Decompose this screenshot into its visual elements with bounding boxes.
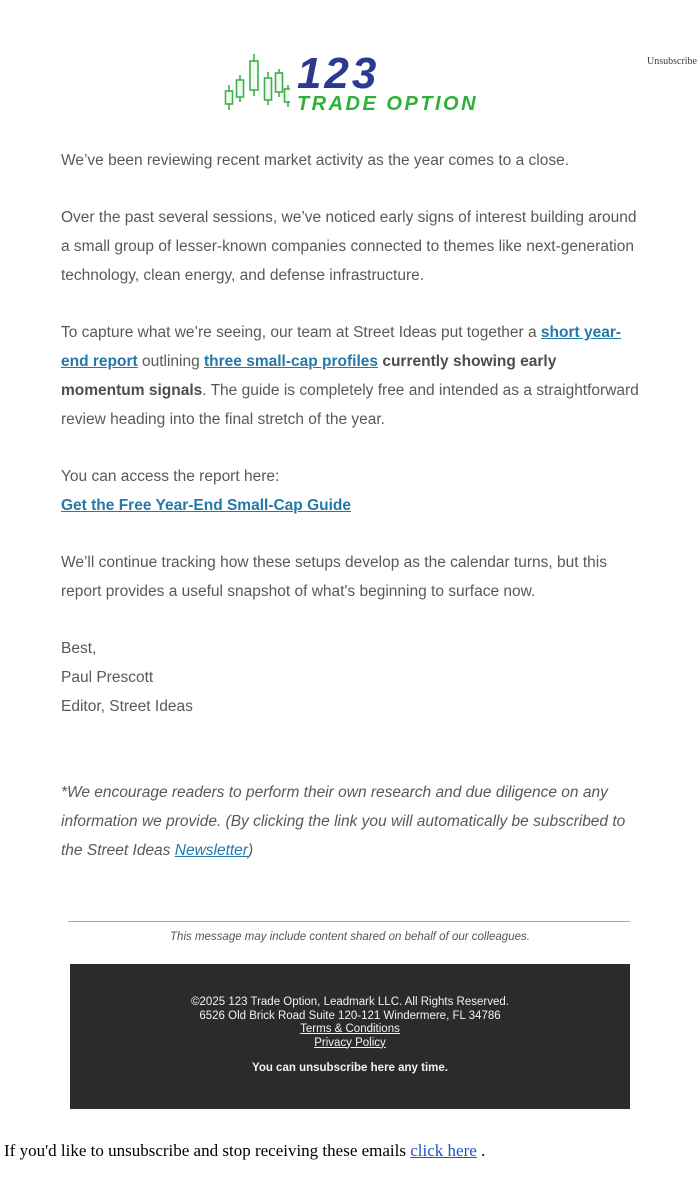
year-end-guide-link[interactable]: Get the Free Year-End Small-Cap Guide	[61, 497, 351, 514]
paragraph-report-text: . The guide is completely free and intended as a straightforward review heading into the final stretch of the year.	[61, 382, 639, 428]
paragraph-themes: Over the past several sessions, we’ve noticed early signs of interest building around a small group of lesser-known companies connected to themes like next-generation technology, clean energy, and defense infrastructure.	[61, 209, 637, 284]
report-cta-line	[61, 491, 641, 520]
shared-content-notice: This message may include content shared on behalf of our colleagues.	[170, 931, 530, 943]
footer-unsubscribe-note: You can unsubscribe here any time.	[252, 1062, 448, 1074]
logo-name: TRADE OPTION	[296, 93, 479, 116]
terms-conditions-link[interactable]: Terms & Conditions	[300, 1023, 400, 1035]
momentum-signals-bold-text: currently showing early momentum signals	[61, 353, 557, 399]
footer-box	[70, 964, 630, 1109]
privacy-policy-link[interactable]: Privacy Policy	[314, 1036, 386, 1049]
disclaimer-text: )	[247, 842, 254, 859]
short-year-end-report-link[interactable]: short year-end report	[61, 324, 622, 370]
three-small-cap-profiles-link[interactable]: three small-cap profiles	[204, 353, 379, 370]
paragraph-report-text: To capture what we’re seeing, our team at Street Ideas put together a	[61, 324, 541, 341]
paragraph-report	[61, 318, 641, 434]
click-here-unsubscribe-link[interactable]: click here	[410, 1141, 477, 1160]
disclaimer	[61, 778, 641, 865]
signature-name: Paul Prescott	[61, 669, 154, 686]
bottom-unsubscribe-text: If you'd like to unsubscribe and stop receiving these emails	[4, 1141, 411, 1160]
copyright-line: ©2025 123 Trade Option, Leadmark LLC. All Rights Reserved.	[191, 996, 509, 1008]
signature-closing: Best,	[61, 640, 97, 657]
access-report-label: You can access the report here:	[61, 468, 280, 485]
bottom-unsubscribe-line	[4, 1141, 700, 1161]
paragraph-intro: We’ve been reviewing recent market activity as the year comes to a close.	[61, 152, 569, 169]
paragraph-tracking: We’ll continue tracking how these setups develop as the calendar turns, but this report provides a useful snapshot of what's beginning to surface now.	[61, 554, 607, 600]
logo-number: 123	[296, 48, 380, 98]
email-body	[61, 146, 641, 865]
paragraph-report-text: outlining	[137, 353, 205, 370]
divider	[68, 921, 630, 922]
top-unsubscribe-link[interactable]: Unsubscribe	[647, 56, 697, 67]
disclaimer-text: *We encourage readers to perform their own research and due diligence on any information we provide. (By clicking the link you will automatically be subscribed to the Street Ideas	[61, 784, 626, 859]
bottom-unsubscribe-text: .	[476, 1141, 486, 1160]
candlestick-chart-icon	[222, 52, 290, 119]
signature-title: Editor, Street Ideas	[61, 698, 193, 715]
address-line: 6526 Old Brick Road Suite 120-121 Windermere, FL 34786	[199, 1009, 501, 1022]
logo	[0, 50, 700, 120]
newsletter-link[interactable]: Newsletter	[174, 842, 248, 859]
